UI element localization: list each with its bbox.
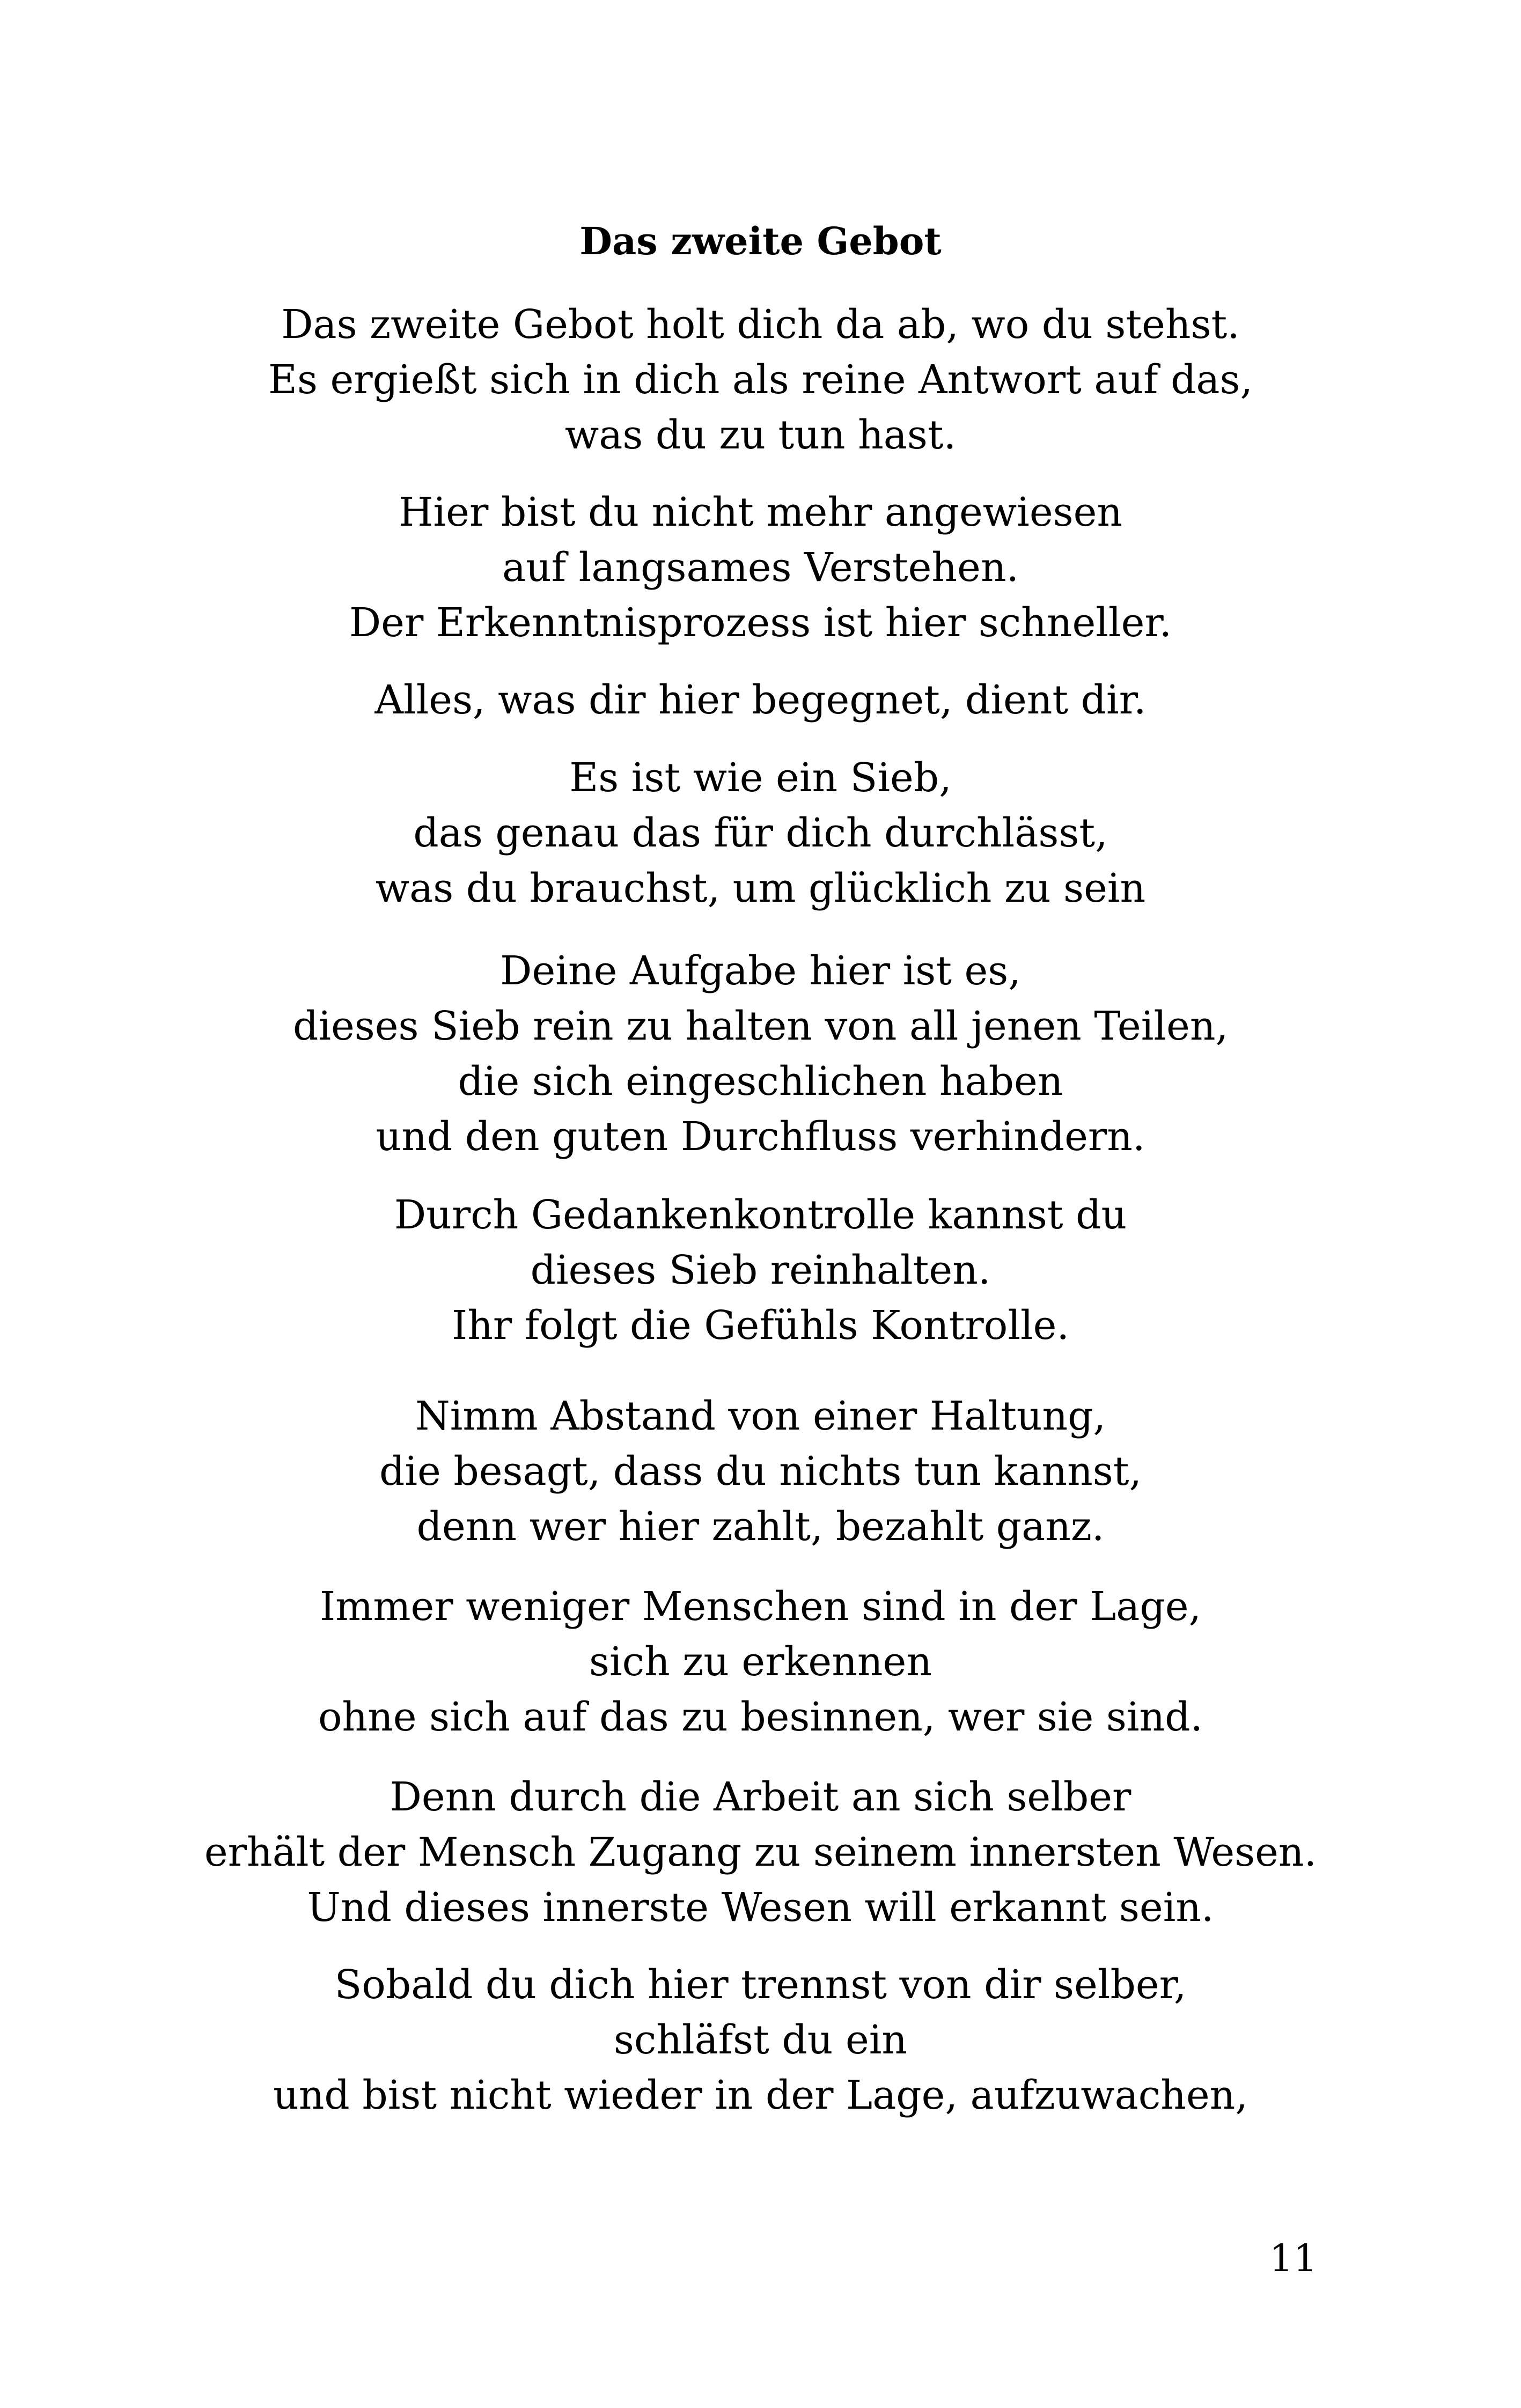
poem-line: auf langsames Verstehen.	[502, 544, 1019, 591]
page-number: 11	[1269, 2236, 1317, 2280]
poem-line: Das zweite Gebot holt dich da ab, wo du stehst.	[281, 301, 1240, 348]
poem-line: Durch Gedankenkontrolle kannst du	[394, 1192, 1127, 1238]
poem-line: Es ist wie ein Sieb,	[569, 755, 952, 801]
poem-line: dieses Sieb reinhalten.	[530, 1247, 991, 1293]
poem-line: Ihr folgt die Gefühls Kontrolle.	[452, 1302, 1069, 1349]
poem-line: was du brauchst, um glücklich zu sein	[375, 865, 1146, 911]
poem-line: Es ergießt sich in dich als reine Antwort auf das,	[268, 357, 1253, 403]
poem-line: Alles, was dir hier begegnet, dient dir.	[374, 677, 1147, 723]
poem-line: denn wer hier zahlt, bezahlt ganz.	[416, 1504, 1105, 1550]
poem-line: die besagt, dass du nichts tun kannst,	[379, 1448, 1142, 1494]
poem-line: Hier bist du nicht mehr angewiesen	[398, 489, 1123, 535]
poem-line: und bist nicht wieder in der Lage, aufzuwachen,	[273, 2072, 1248, 2118]
poem-line: Der Erkenntnisprozess ist hier schneller.	[349, 600, 1172, 646]
poem-line: Immer weniger Menschen sind in der Lage,	[319, 1584, 1202, 1630]
poem-line: ohne sich auf das zu besinnen, wer sie sind.	[318, 1694, 1203, 1740]
poem-line: Denn durch die Arbeit an sich selber	[390, 1774, 1131, 1820]
poem-line: sich zu erkennen	[589, 1639, 932, 1685]
poem-line: das genau das für dich durchlässt,	[413, 810, 1108, 856]
poem-line: erhält der Mensch Zugang zu seinem innersten Wesen.	[204, 1829, 1317, 1875]
poem-title: Das zweite Gebot	[579, 219, 942, 263]
poem-line: Nimm Abstand von einer Haltung,	[415, 1393, 1106, 1439]
poem-line: schläfst du ein	[613, 2017, 908, 2063]
poem-line: dieses Sieb rein zu halten von all jenen Teilen,	[292, 1003, 1229, 1049]
poem-line: was du zu tun hast.	[564, 412, 957, 458]
poem-line: und den guten Durchfluss verhindern.	[376, 1114, 1145, 1160]
poem-line: die sich eingeschlichen haben	[458, 1058, 1063, 1104]
poem-line: Und dieses innerste Wesen will erkannt sein.	[307, 1884, 1214, 1931]
poem-line: Deine Aufgabe hier ist es,	[500, 948, 1021, 994]
poem-line: Sobald du dich hier trennst von dir selber,	[334, 1962, 1187, 2008]
